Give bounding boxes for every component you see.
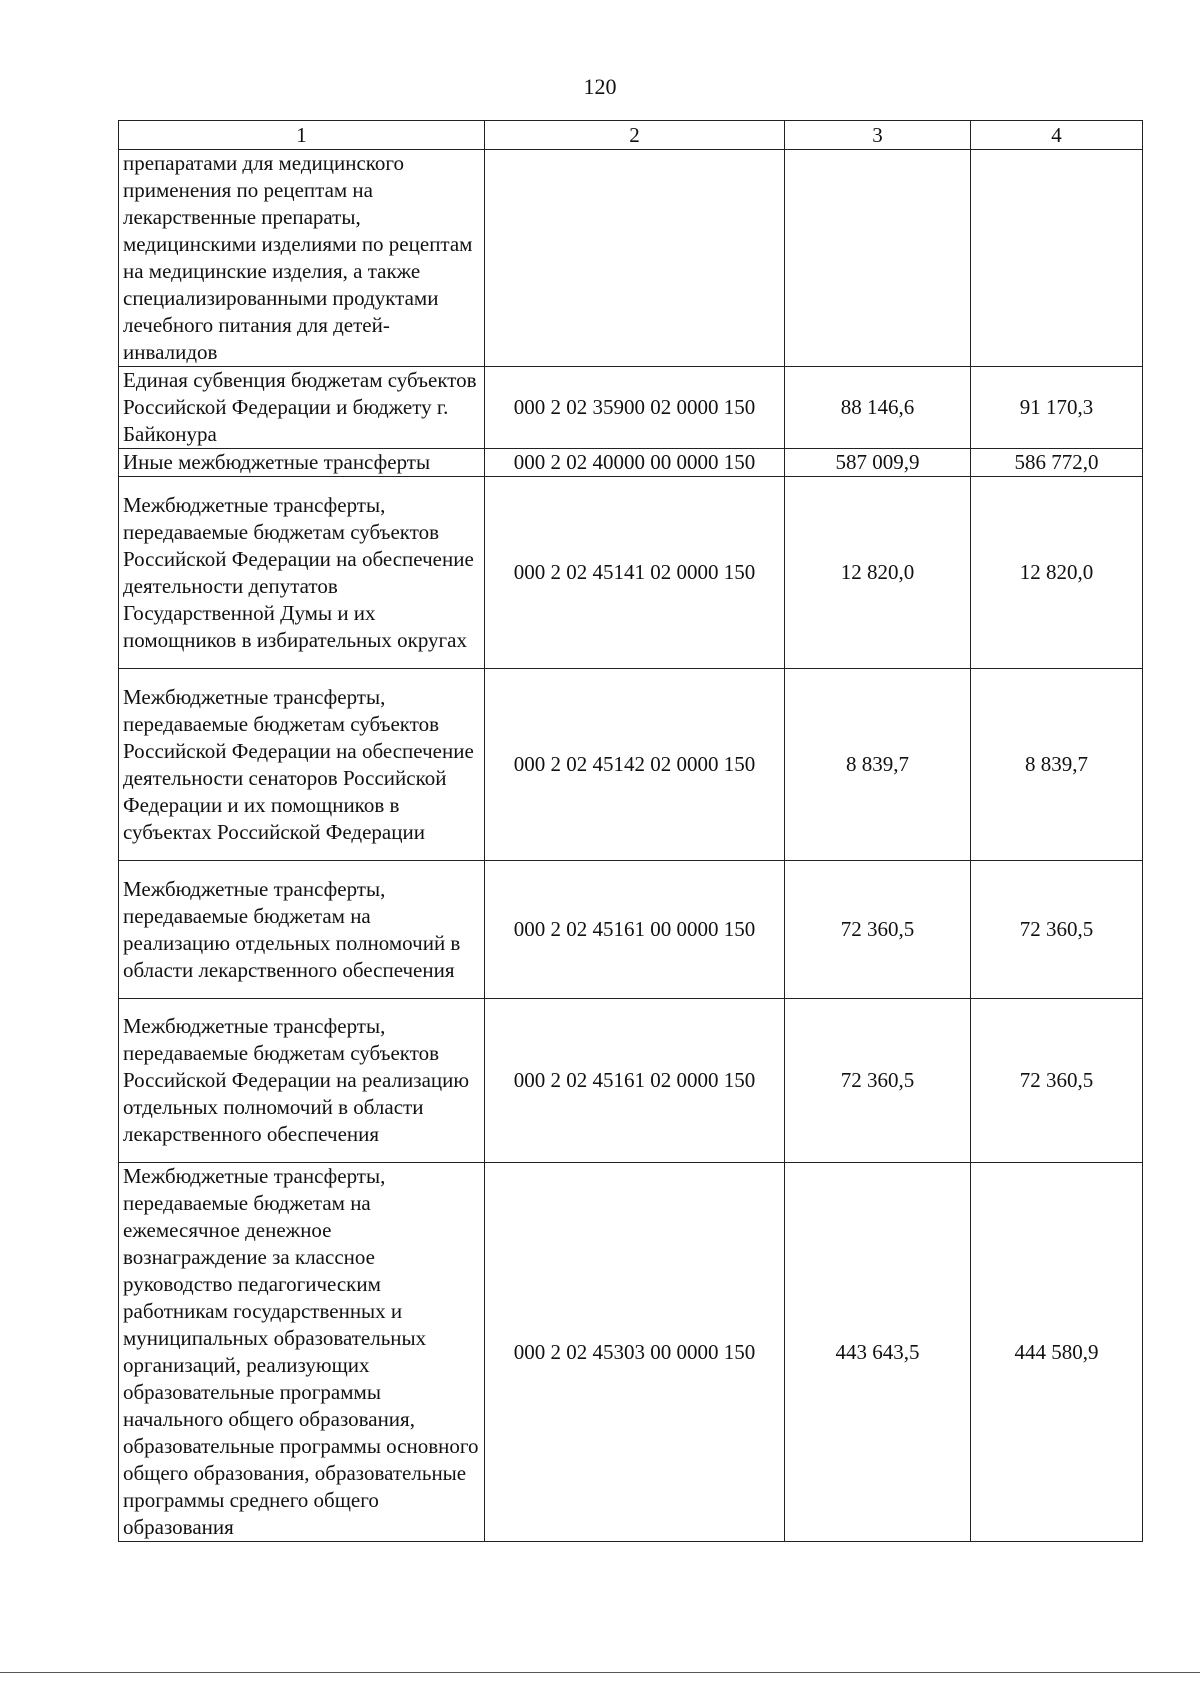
row-code: 000 2 02 45161 02 0000 150 [485,999,785,1163]
row-name: Межбюджетные трансферты, передаваемые бюджетам на реализацию отдельных полномочий в области лекарственного обеспечения [119,861,485,999]
table-row [119,861,1143,999]
row-value-4: 72 360,5 [971,861,1143,999]
row-name: Единая субвенция бюджетам субъектов Российской Федерации и бюджету г. Байконура [119,367,485,449]
table-row [119,477,1143,669]
table-row [119,449,1143,477]
budget-table [118,120,1143,1542]
row-value-4: 72 360,5 [971,999,1143,1163]
table-row [119,999,1143,1163]
row-value-3: 12 820,0 [785,477,971,669]
row-code: 000 2 02 45142 02 0000 150 [485,669,785,861]
row-name: препаратами для медицинского применения по рецептам на лекарственные препараты, медицинскими изделиями по рецептам на медицинские изделия, а также специализированными продуктами лечебного питания для детей-инвалидов [119,150,485,367]
row-name: Межбюджетные трансферты, передаваемые бюджетам субъектов Российской Федерации на реализацию отдельных полномочий в области лекарственного обеспечения [119,999,485,1163]
row-value-4: 444 580,9 [971,1163,1143,1542]
row-value-3: 443 643,5 [785,1163,971,1542]
row-code: 000 2 02 45303 00 0000 150 [485,1163,785,1542]
row-value-3: 88 146,6 [785,367,971,449]
row-value-4: 12 820,0 [971,477,1143,669]
row-code: 000 2 02 35900 02 0000 150 [485,367,785,449]
row-code [485,150,785,367]
row-value-3: 72 360,5 [785,999,971,1163]
row-value-3: 8 839,7 [785,669,971,861]
page-number: 120 [583,74,617,99]
page-bottom-rule [0,1672,1200,1673]
table-row [119,1163,1143,1542]
row-value-4: 586 772,0 [971,449,1143,477]
row-value-4: 8 839,7 [971,669,1143,861]
row-name: Иные межбюджетные трансферты [119,449,485,477]
header-col-1: 1 [119,121,485,150]
header-row [119,121,1143,150]
table-row [119,669,1143,861]
row-value-3: 587 009,9 [785,449,971,477]
row-value-4: 91 170,3 [971,367,1143,449]
row-name: Межбюджетные трансферты, передаваемые бюджетам субъектов Российской Федерации на обеспечение деятельности сенаторов Российской Федерации и их помощников в субъектах Российской Федерации [119,669,485,861]
row-code: 000 2 02 45141 02 0000 150 [485,477,785,669]
row-name: Межбюджетные трансферты, передаваемые бюджетам субъектов Российской Федерации на обеспечение деятельности депутатов Государственной Думы и их помощников в избирательных округах [119,477,485,669]
row-code: 000 2 02 40000 00 0000 150 [485,449,785,477]
row-code: 000 2 02 45161 00 0000 150 [485,861,785,999]
row-value-4 [971,150,1143,367]
header-col-2: 2 [485,121,785,150]
header-col-3: 3 [785,121,971,150]
table-row [119,150,1143,367]
row-value-3 [785,150,971,367]
header-col-4: 4 [971,121,1143,150]
table-row [119,367,1143,449]
row-name: Межбюджетные трансферты, передаваемые бюджетам на ежемесячное денежное вознаграждение за классное руководство педагогическим работникам государственных и муниципальных образовательных организаций, реализующих образовательные программы начального общего образования, образовательные программы основного общего образования, образовательные программы среднего общего образования [119,1163,485,1542]
row-value-3: 72 360,5 [785,861,971,999]
